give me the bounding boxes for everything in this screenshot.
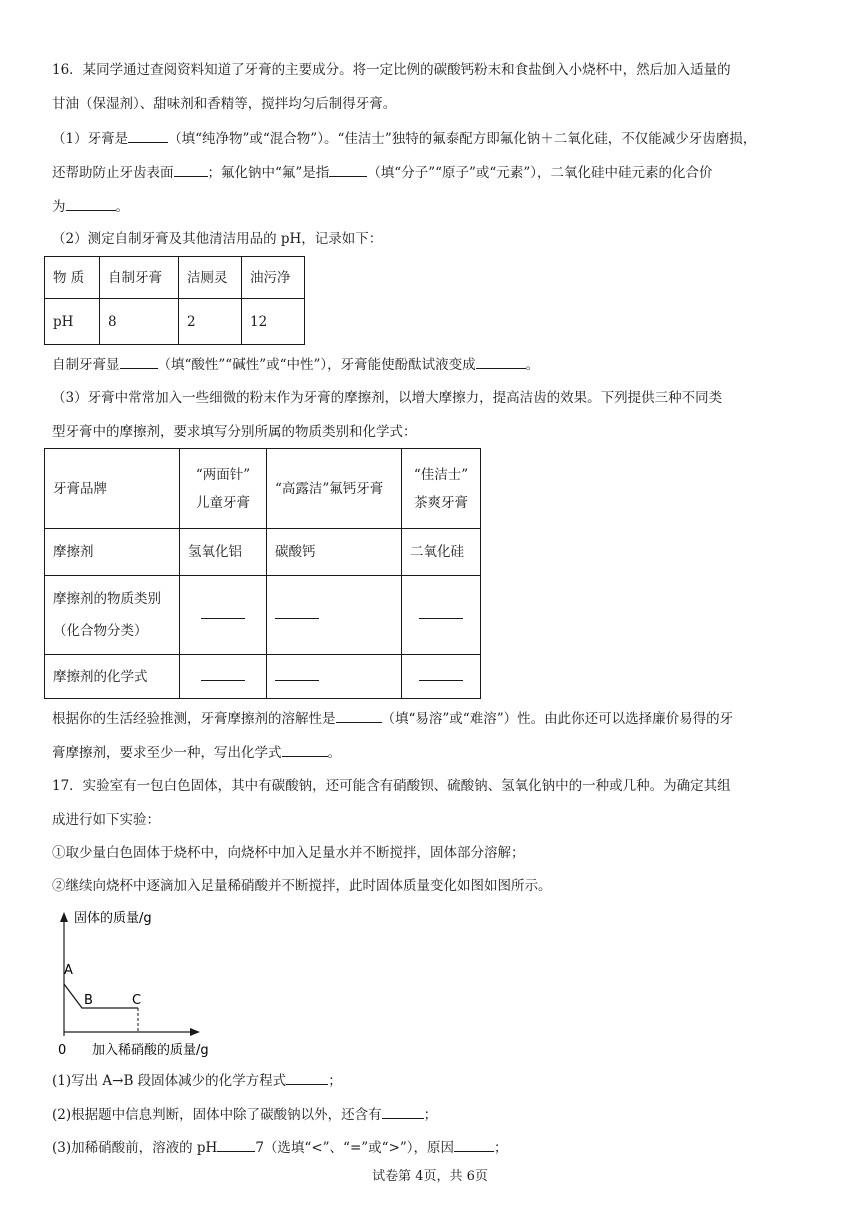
text: 为 bbox=[52, 199, 66, 215]
text: 根据你的生活经验推测，牙膏摩擦剂的溶解性是 bbox=[52, 711, 336, 727]
text: (1)写出 A→B 段固体减少的化学方程式 bbox=[52, 1073, 287, 1089]
category-blank-cell[interactable] bbox=[267, 576, 402, 655]
q17-intro-line2: 成进行如下实验： bbox=[52, 812, 160, 828]
text: 自制牙膏显 bbox=[52, 357, 120, 373]
q16-part1-line3 bbox=[52, 196, 129, 217]
abrasive-silicon-dioxide: 二氧化硅 bbox=[402, 529, 481, 576]
q17-step1: ①取少量白色固体于烧杯中，向烧杯中加入足量水并不断搅拌，固体部分溶解； bbox=[52, 845, 525, 861]
text: (2)根据题中信息判断，固体中除了碳酸钠以外，还含有 bbox=[52, 1107, 382, 1123]
x-axis-arrow-icon bbox=[190, 1028, 200, 1036]
text: ； bbox=[423, 1107, 438, 1123]
answer-blank[interactable] bbox=[476, 354, 526, 369]
text: 茶爽牙膏 bbox=[414, 494, 468, 511]
answer-blank[interactable] bbox=[120, 354, 158, 369]
q17-question1 bbox=[52, 1070, 342, 1091]
q17-intro-line1: 17．实验室有一包白色固体，其中有碳酸钠，还可能含有硝酸钡、硫酸钠、氢氧化钠中的一种或几种。为确定其组 bbox=[52, 778, 731, 794]
answer-blank[interactable] bbox=[329, 162, 367, 177]
category-blank-cell[interactable] bbox=[402, 576, 481, 655]
q16-part2-question bbox=[52, 354, 539, 375]
ph-table-value-toilet-cleaner: 2 bbox=[179, 299, 242, 345]
ph-table-header-substance: 物 质 bbox=[45, 257, 100, 299]
text: （1）牙膏是 bbox=[52, 131, 129, 147]
formula-blank-cell[interactable] bbox=[267, 655, 402, 699]
text: （填“易溶”或“难溶”）性。由此你还可以选择廉价易得的牙 bbox=[381, 711, 734, 727]
q16-part2-prompt: （2）测定自制牙膏及其他清洁用品的 pH，记录如下： bbox=[52, 231, 383, 247]
text: ； bbox=[328, 1073, 342, 1089]
text: 。 bbox=[525, 357, 540, 373]
solid-mass-graph bbox=[40, 900, 300, 1060]
q16-part1-line2 bbox=[52, 162, 712, 183]
answer-blank[interactable] bbox=[66, 196, 116, 211]
abrasive-calcium-carbonate: 碳酸钙 bbox=[267, 529, 402, 576]
text: “佳洁士” bbox=[413, 466, 469, 483]
text: 7（选填“<”、“=”或“>”），原因 bbox=[255, 1140, 455, 1156]
q16-part1-line1 bbox=[52, 128, 756, 149]
q16-part3-line1: （3）牙膏中常常加入一些细微的粉末作为牙膏的摩擦剂，以增大摩擦力，提高洁齿的效果。下列提供三种不同类 bbox=[52, 390, 723, 406]
brand-colgate: “高露洁”氟钙牙膏 bbox=[267, 449, 402, 529]
formula-blank-cell[interactable] bbox=[402, 655, 481, 699]
q17-step2: ②继续向烧杯中逐滴加入足量稀硝酸并不断搅拌，此时固体质量变化如图如图所示。 bbox=[52, 878, 552, 894]
answer-blank[interactable] bbox=[382, 1104, 424, 1119]
point-c-label: C bbox=[132, 993, 142, 1008]
answer-blank[interactable] bbox=[128, 128, 168, 143]
q16-part4-line2 bbox=[52, 742, 341, 763]
x-axis-label: 加入稀硝酸的质量/g bbox=[92, 1043, 209, 1058]
brand-crest bbox=[402, 449, 481, 529]
point-b-label: B bbox=[84, 993, 93, 1008]
text: 。 bbox=[327, 745, 341, 761]
ph-table-header-degreaser: 油污净 bbox=[242, 257, 305, 299]
text: 摩擦剂的物质类别 bbox=[53, 591, 161, 607]
ph-table-header-toilet-cleaner: 洁厕灵 bbox=[179, 257, 242, 299]
abrasive-row-label: 摩擦剂 bbox=[45, 529, 180, 576]
text: “两面针” bbox=[195, 466, 251, 483]
brand-liangmianzhen bbox=[180, 449, 267, 529]
text: ；氟化钠中“氟”是指 bbox=[207, 165, 330, 181]
answer-blank[interactable] bbox=[174, 162, 208, 177]
text: (3)加稀硝酸前，溶液的 pH bbox=[52, 1140, 218, 1156]
q16-intro-line1: 16．某同学通过查阅资料知道了牙膏的主要成分。将一定比例的碳酸钙粉末和食盐倒入小烧杯中，然后加入适量的 bbox=[52, 62, 731, 78]
ph-table-value-degreaser: 12 bbox=[242, 299, 305, 345]
text: 。 bbox=[115, 199, 129, 215]
point-a-label: A bbox=[64, 963, 73, 978]
text: （填“纯净物”或“混合物”）。“佳洁士”独特的氟泰配方即氟化钠＋二氧化硅，不仅能减少牙齿磨损， bbox=[168, 131, 757, 147]
ph-table-header-toothpaste: 自制牙膏 bbox=[100, 257, 179, 299]
text: （化合物分类） bbox=[53, 623, 148, 639]
answer-blank[interactable] bbox=[336, 708, 382, 723]
text: 膏摩擦剂，要求至少一种，写出化学式 bbox=[52, 745, 282, 761]
q16-part4-line1 bbox=[52, 708, 733, 729]
mass-curve bbox=[64, 984, 138, 1008]
abrasive-table bbox=[44, 448, 481, 699]
text: 儿童牙膏 bbox=[196, 494, 250, 511]
page-footer: 试卷第 4页，共 6页 bbox=[372, 1169, 488, 1184]
q17-question2 bbox=[52, 1104, 437, 1125]
text: ； bbox=[494, 1140, 508, 1156]
q17-question3 bbox=[52, 1137, 508, 1158]
brand-row-label: 牙膏品牌 bbox=[45, 449, 180, 529]
text: （填“酸性”“碱性”或“中性”），牙膏能使酚酞试液变成 bbox=[157, 357, 476, 373]
answer-blank[interactable] bbox=[454, 1137, 494, 1152]
abrasive-aluminium-hydroxide: 氢氧化铝 bbox=[180, 529, 267, 576]
answer-blank[interactable] bbox=[282, 742, 328, 757]
ph-table-value-toothpaste: 8 bbox=[100, 299, 179, 345]
category-row-label bbox=[45, 576, 180, 655]
formula-row-label: 摩擦剂的化学式 bbox=[45, 655, 180, 699]
ph-table-row-label: pH bbox=[45, 299, 100, 345]
text: 还帮助防止牙齿表面 bbox=[52, 165, 174, 181]
text: （填“分子”“原子”或“元素”），二氧化硅中硅元素的化合价 bbox=[367, 165, 713, 181]
formula-blank-cell[interactable] bbox=[180, 655, 267, 699]
answer-blank[interactable] bbox=[217, 1137, 255, 1152]
y-axis-arrow-icon bbox=[60, 912, 68, 922]
answer-blank[interactable] bbox=[286, 1070, 328, 1085]
q16-intro-line2: 甘油（保湿剂）、甜味剂和香精等，搅拌均匀后制得牙膏。 bbox=[52, 96, 397, 112]
origin-label: 0 bbox=[58, 1043, 67, 1058]
category-blank-cell[interactable] bbox=[180, 576, 267, 655]
ph-table bbox=[44, 256, 305, 345]
q16-part3-line2: 型牙膏中的摩擦剂，要求填写分别所属的物质类别和化学式： bbox=[52, 424, 417, 440]
y-axis-label: 固体的质量/g bbox=[74, 911, 152, 926]
